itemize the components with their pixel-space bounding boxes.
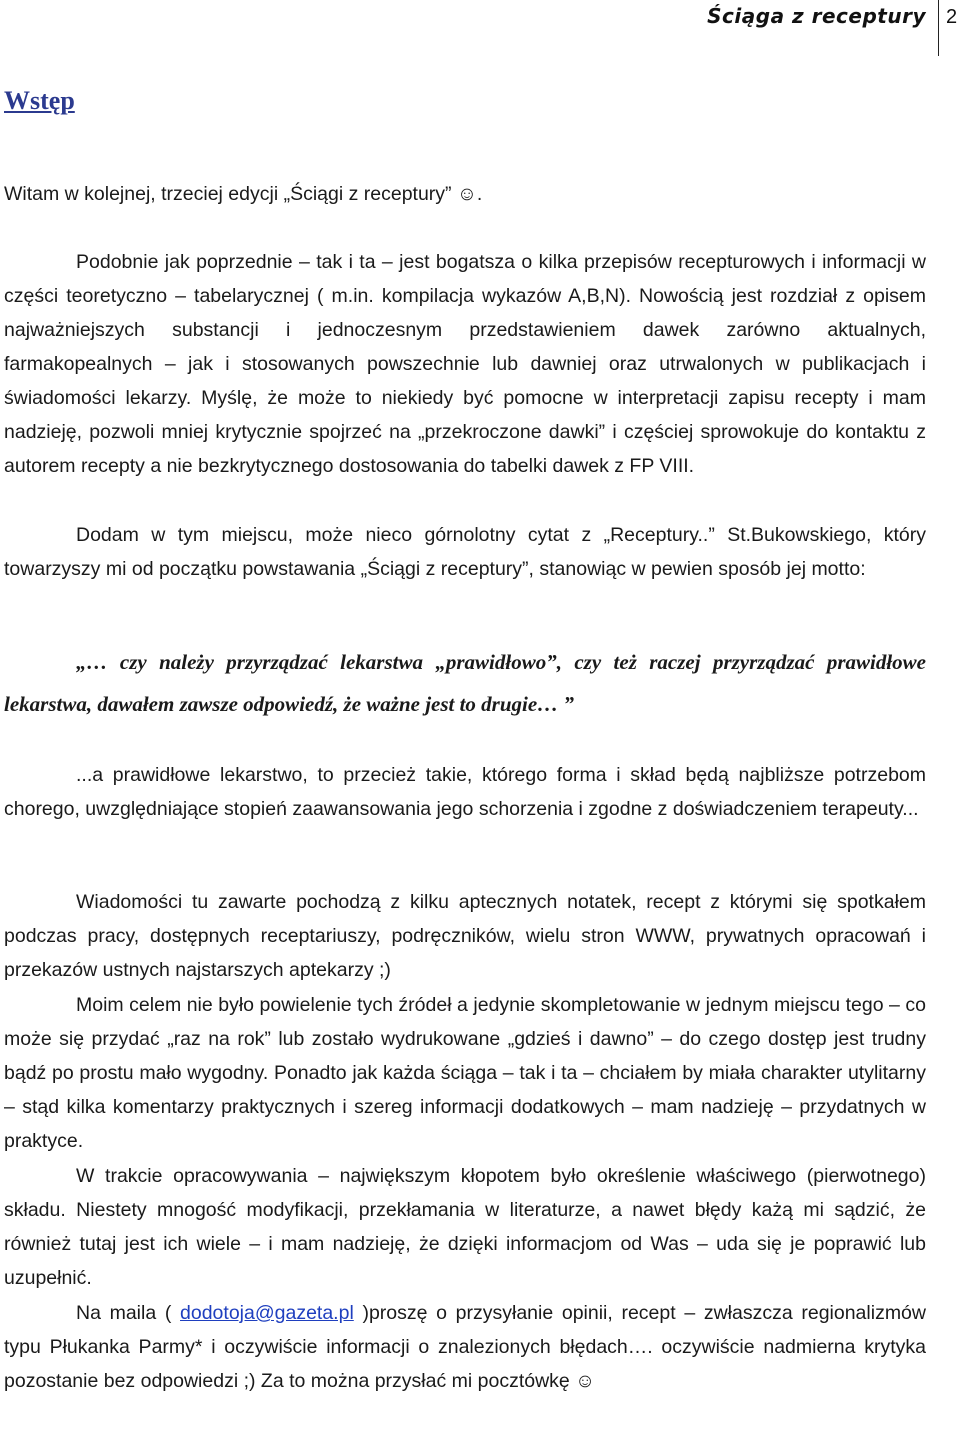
header-divider — [938, 0, 939, 56]
contact-text-before: Na maila ( — [76, 1302, 181, 1324]
paragraph-sources: Wiadomości tu zawarte pochodzą z kilku aptecznych notatek, recept z którymi się spotkałem podczas pracy, dostępnych receptariuszy, podręczników, wielu stron WWW, prywatnych opracowań i przekazów ustnych najstarszych aptekarzy ;) — [4, 891, 926, 981]
contact-text-after: )proszę o przysyłanie opinii, recept – zwłaszcza regionalizmów typu Płukanka Parmy* i oczywiście informacji o znalezionych błędach…. oczywiście nadmierna krytyka pozostanie bez odpowiedzi ;) Za to można przysłać mi pocztówkę ☺ — [4, 1302, 926, 1392]
paragraph-difficulties: W trakcie opracowywania – największym kłopotem było określenie właściwego (pierwotnego) składu. Niestety mnogość modyfikacji, przekłamania w literaturze, a nawet błędy każą mi sądzić, że również tutaj jest ich wiele – i mam nadzieję, że dzięki informacjom od Was – uda się je poprawić lub uzupełnić. — [4, 1165, 926, 1289]
paragraph-edition-description: Podobnie jak poprzednie – tak i ta – jest bogatsza o kilka przepisów recepturowych i informacji w części teoretyczno – tabelarycznej ( m.in. kompilacja wykazów A,B,N). Nowością jest rozdział z opisem najważniejszych substancji i jednoczesnym przedstawieniem dawek zarówno aktualnych, farmakopealnych – jak i stosowanych powszechnie lub dawniej oraz utrwalonych w publikacjach i świadomości lekarzy. Myślę, że może to niekiedy być pomocne w interpretacji zapisu recepty i mam nadzieję, pozwoli mniej krytycznie spojrzeć na „przekroczone dawki” i częściej sprowokuje do kontaktu z autorem recepty a nie bezkrytycznego dostosowania do tabelki dawek z FP VIII. — [4, 251, 926, 477]
paragraph-motto-intro: Dodam w tym miejscu, może nieco górnolotny cytat z „Receptury..” St.Bukowskiego, który towarzyszy mi od początku powstawania „Ściągi z receptury”, stanowiąc w pewien sposób jej motto: — [4, 524, 926, 580]
paragraph-proper-medicine: ...a prawidłowe lekarstwo, to przecież takie, którego forma i skład będą najbliższe potrzebom chorego, uwzględniające stopień zaawansowania jego schorzenia i zgodne z doświadczeniem terapeuty... — [4, 764, 926, 820]
email-link[interactable]: dodotoja@gazeta.pl — [180, 1302, 354, 1324]
paragraph-intro: Witam w kolejnej, trzeciej edycji „Ściągi z receptury” ☺. — [4, 183, 483, 205]
header-title: Ściąga z receptury — [707, 4, 926, 28]
paragraph-goal: Moim celem nie było powielenie tych źródeł a jedynie skompletowanie w jednym miejscu tego – co może się przydać „raz na rok” lub zostało wydrukowane „gdzieś i dawno” – do czego dostęp jest trudny bądź po prostu mało wygodny. Ponadto jak każda ściąga – tak i ta – chciałem by miała charakter utylitarny – stąd kilka komentarzy praktycznych i szereg informacji dodatkowych – mam nadzieję – przydatnych w praktyce. — [4, 994, 926, 1152]
motto-quote: „… czy należy przyrządzać lekarstwa „prawidłowo”, czy też raczej przyrządzać prawidłowe lekarstwa, dawałem zawsze odpowiedź, że ważne jest to drugie… ” — [4, 650, 926, 716]
page-number: 2 — [946, 6, 958, 28]
paragraph-contact — [4, 1296, 926, 1398]
section-heading: Wstęp — [4, 86, 75, 115]
